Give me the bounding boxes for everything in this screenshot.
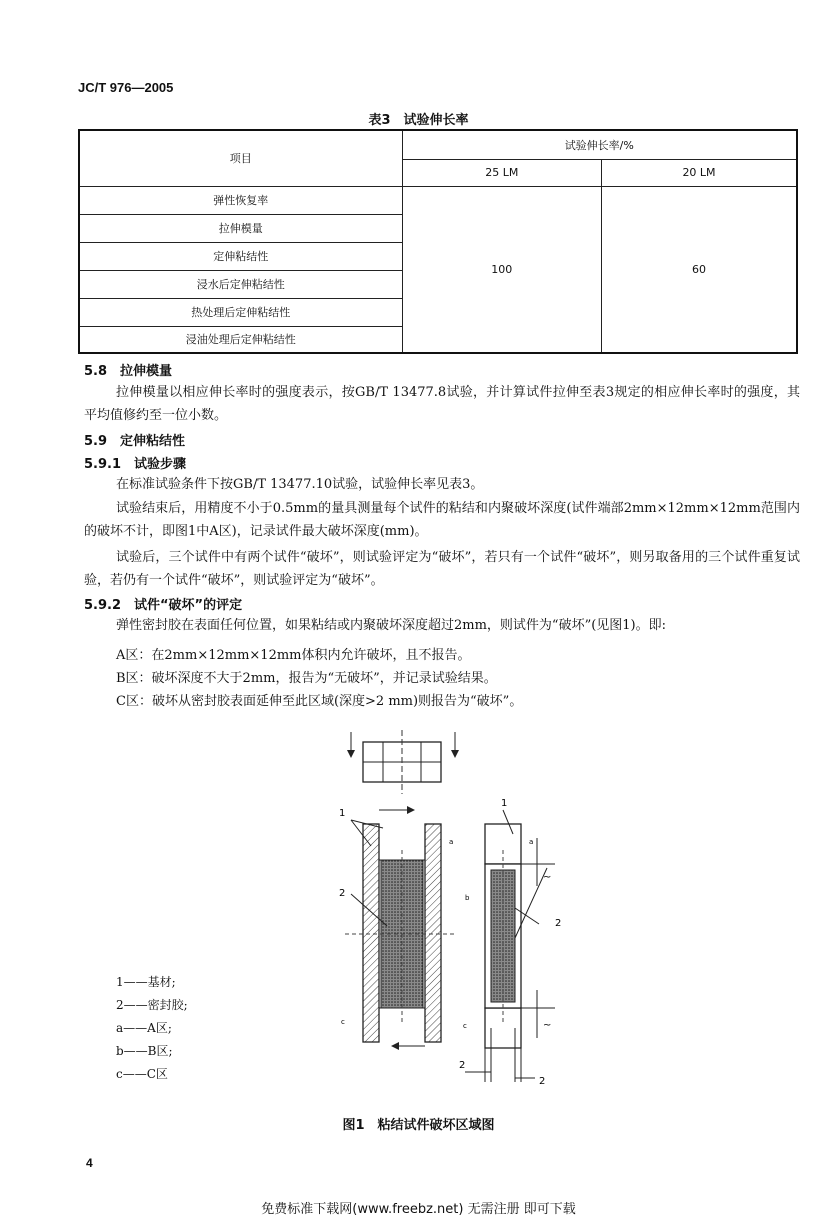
label-1-left: 1: [339, 808, 346, 819]
side-specimen: [339, 806, 455, 1050]
zone-b-text: B区：破坏深度不大于2mm，报告为“无破坏”，并记录试验结果。: [116, 671, 497, 686]
table-caption: 表3 试验伸长率: [368, 113, 469, 128]
label-2-right: 2: [555, 918, 562, 929]
label-a-left: a: [449, 838, 454, 846]
legend-item: c——C区: [116, 1067, 168, 1081]
section-5-9-2-heading: 5.9.2 试件“破坏”的评定: [84, 598, 243, 613]
table-value-25lm: 100: [402, 186, 601, 353]
label-c-right: c: [463, 1022, 467, 1030]
table-row-label: 热处理后定伸粘结性: [79, 298, 402, 326]
figure-caption: 图1 粘结试件破坏区域图: [342, 1118, 495, 1133]
table-header-group: 试验伸长率/%: [402, 130, 797, 159]
dim-top: ~: [543, 872, 552, 883]
dim-right-2: 2: [539, 1076, 546, 1087]
table-header-item: 项目: [79, 130, 402, 186]
legend-item: b——B区;: [116, 1044, 173, 1058]
zone-c-text: C区：破坏从密封胶表面延伸至此区域(深度>2 mm)则报告为“破坏”。: [116, 694, 523, 709]
legend-item: 2——密封胶;: [116, 998, 188, 1012]
standard-code: JC/T 976—2005: [78, 80, 174, 95]
table-row-label: 浸油处理后定伸粘结性: [79, 326, 402, 353]
dim-left-2: 2: [459, 1060, 466, 1071]
section-5-8-paragraph: 拉伸模量以相应伸长率时的强度表示，按GB/T 13477.8试验，并计算试件拉伸至表3规定的相应伸长率时的强度，其平均值修约至一位小数。: [84, 385, 800, 423]
top-view: [347, 730, 459, 794]
label-2-left: 2: [339, 888, 346, 899]
section-specimen: [459, 798, 561, 1087]
legend-item: 1——基材;: [116, 975, 176, 989]
page-number: 4: [86, 1156, 93, 1170]
table-header-20lm: 20 LM: [602, 159, 797, 186]
table-header-25lm: 25 LM: [402, 159, 601, 186]
section-5-9-2-p1: 弹性密封胶在表面任何位置，如果粘结或内聚破坏深度超过2mm，则试件为“破坏”(见图1)。即:: [116, 618, 667, 633]
table-row-label: 定伸粘结性: [79, 242, 402, 270]
table-row-label: 弹性恢复率: [79, 186, 402, 214]
label-1-right: 1: [501, 798, 508, 809]
table-value-20lm: 60: [602, 186, 797, 353]
section-5-9-1-p1: 在标准试验条件下按GB/T 13477.10试验，试验伸长率见表3。: [116, 477, 484, 492]
elongation-table: [78, 129, 798, 354]
section-5-9-1-p3: 试验后，三个试件中有两个试件“破坏”，则试验评定为“破坏”，若只有一个试件“破坏”，则另取备用的三个试件重复试验，若仍有一个试件“破坏”，则试验评定为“破坏”。: [84, 550, 800, 588]
label-b-right: b: [465, 894, 470, 902]
label-a-right: a: [529, 838, 534, 846]
table-row-label: 浸水后定伸粘结性: [79, 270, 402, 298]
section-5-9-heading: 5.9 定伸粘结性: [84, 434, 186, 449]
table-row-label: 拉伸模量: [79, 214, 402, 242]
zone-a-text: A区：在2mm×12mm×12mm体积内允许破坏，且不报告。: [116, 648, 471, 663]
section-5-8-heading: 5.8 拉伸模量: [84, 364, 173, 379]
download-footer: 免费标准下载网(www.freebz.net) 无需注册 即可下载: [261, 1202, 576, 1217]
section-5-9-1-heading: 5.9.1 试验步骤: [84, 457, 187, 472]
dim-bottom: ~: [543, 1020, 552, 1031]
section-5-9-1-p2: 试验结束后，用精度不小于0.5mm的量具测量每个试件的粘结和内聚破坏深度(试件端部2mm×12mm×12mm范围内的破坏不计，即图1中A区)，记录试件最大破坏深度(mm)。: [84, 501, 800, 539]
bond-failure-diagram: [325, 728, 585, 1090]
legend-item: a——A区;: [116, 1021, 172, 1035]
label-c-left: c: [341, 1018, 345, 1026]
